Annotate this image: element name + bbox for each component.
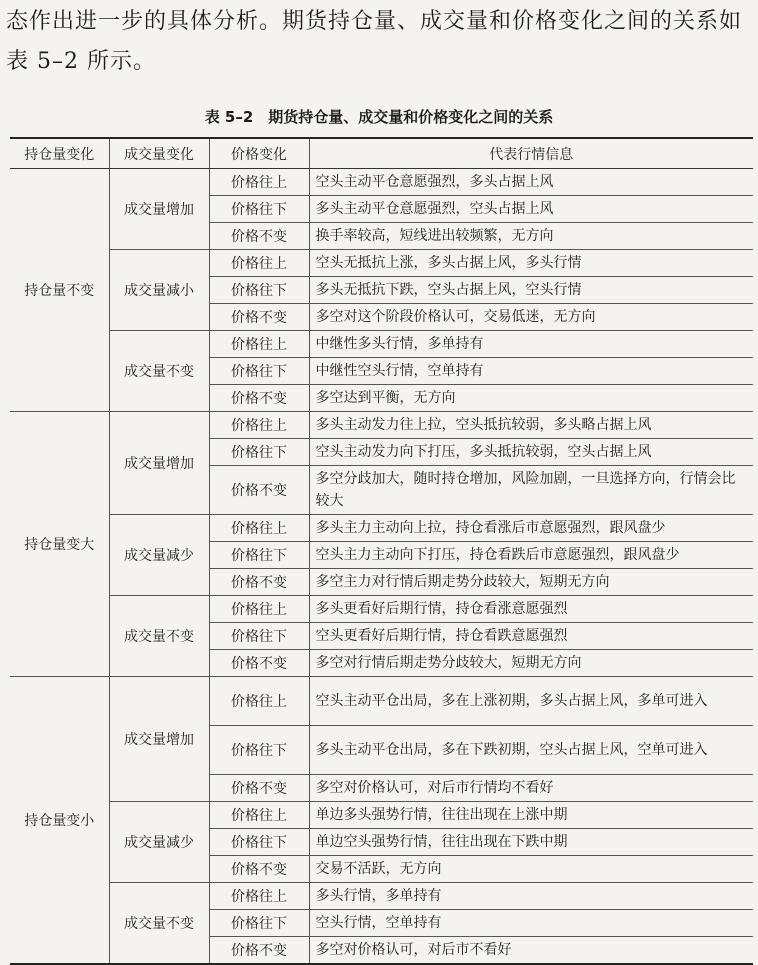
table-row: [10, 331, 753, 358]
table-row: [10, 802, 753, 829]
market-info-cell: 空头主力主动向下打压，持仓看跌后市意愿强烈，跟风盘少: [309, 542, 753, 569]
price-change-cell: 价格往上: [209, 802, 309, 829]
table-row: [10, 883, 753, 910]
market-info-cell: 中继性空头行情，空单持有: [309, 358, 753, 385]
market-info-cell: 多空对行情后期走势分歧较大，短期无方向: [309, 650, 753, 677]
market-info-cell: 空头主动平仓意愿强烈，多头占据上风: [309, 169, 753, 196]
market-info-cell: 多空对价格认可，对后市不看好: [309, 937, 753, 965]
volume-change-cell: 成交量减少: [109, 802, 209, 883]
market-info-cell: 多头主动发力往上拉，空头抵抗较弱，多头略占据上风: [309, 412, 753, 439]
price-change-cell: 价格往下: [209, 196, 309, 223]
price-change-cell: 价格不变: [209, 223, 309, 250]
market-info-cell: 交易不活跃，无方向: [309, 856, 753, 883]
table-body: [10, 169, 753, 965]
price-change-cell: 价格不变: [209, 569, 309, 596]
table-header-row: [10, 138, 753, 169]
volume-change-cell: 成交量增加: [109, 412, 209, 515]
market-info-cell: 多空主力对行情后期走势分歧较大，短期无方向: [309, 569, 753, 596]
volume-change-cell: 成交量不变: [109, 883, 209, 965]
table-caption: 表 5–2 期货持仓量、成交量和价格变化之间的关系: [204, 108, 554, 126]
price-change-cell: 价格往下: [209, 358, 309, 385]
price-change-cell: 价格往下: [209, 623, 309, 650]
market-info-cell: 多空分歧加大，随时持仓增加，风险加剧，一旦选择方向，行情会比较大: [309, 466, 753, 515]
market-info-cell: 多空达到平衡，无方向: [309, 385, 753, 412]
price-change-cell: 价格往下: [209, 277, 309, 304]
intro-paragraph: 态作出进一步的具体分析。期货持仓量、成交量和价格变化之间的关系如表 5–2 所示。: [6, 9, 743, 74]
market-info-cell: 多空对价格认可，对后市行情均不看好: [309, 775, 753, 802]
table-row: [10, 412, 753, 439]
market-info-cell: 多空对这个阶段价格认可，交易低迷，无方向: [309, 304, 753, 331]
market-info-cell: 多头主动平仓意愿强烈，空头占据上风: [309, 196, 753, 223]
price-change-cell: 价格往下: [209, 829, 309, 856]
price-change-cell: 价格往下: [209, 910, 309, 937]
market-info-cell: 多头主动平仓出局，多在下跌初期，空头占据上风，空单可进入: [309, 726, 753, 775]
price-change-cell: 价格往上: [209, 515, 309, 542]
market-info-cell: 多头无抵抗下跌，空头占据上风，空头行情: [309, 277, 753, 304]
volume-change-cell: 成交量不变: [109, 596, 209, 677]
price-change-cell: 价格往下: [209, 542, 309, 569]
price-change-cell: 价格不变: [209, 856, 309, 883]
price-change-cell: 价格不变: [209, 385, 309, 412]
market-info-cell: 中继性多头行情，多单持有: [309, 331, 753, 358]
price-change-cell: 价格不变: [209, 937, 309, 965]
market-info-cell: 换手率较高，短线进出较频繁，无方向: [309, 223, 753, 250]
market-info-cell: 多头更看好后期行情，持仓看涨意愿强烈: [309, 596, 753, 623]
header-volume-change: 成交量变化: [109, 138, 209, 169]
market-info-cell: 空头主动平仓出局，多在上涨初期，多头占据上风，多单可进入: [309, 677, 753, 726]
volume-change-cell: 成交量减少: [109, 515, 209, 596]
table-row: [10, 515, 753, 542]
table-row: [10, 677, 753, 726]
relationship-table: [10, 137, 753, 965]
price-change-cell: 价格往上: [209, 596, 309, 623]
market-info-cell: 空头更看好后期行情，持仓看跌意愿强烈: [309, 623, 753, 650]
oi-change-cell: 持仓量变小: [10, 677, 109, 965]
market-info-cell: 空头主动发力向下打压，多头抵抗较弱，空头占据上风: [309, 439, 753, 466]
table-row: [10, 596, 753, 623]
price-change-cell: 价格不变: [209, 466, 309, 515]
price-change-cell: 价格往上: [209, 169, 309, 196]
header-oi-change: 持仓量变化: [10, 138, 109, 169]
volume-change-cell: 成交量不变: [109, 331, 209, 412]
header-market-info: 代表行情信息: [309, 138, 753, 169]
market-info-cell: 多头主力主动向上拉，持仓看涨后市意愿强烈，跟风盘少: [309, 515, 753, 542]
price-change-cell: 价格往上: [209, 883, 309, 910]
market-info-cell: 多头行情，多单持有: [309, 883, 753, 910]
price-change-cell: 价格往上: [209, 250, 309, 277]
volume-change-cell: 成交量增加: [109, 677, 209, 802]
price-change-cell: 价格往上: [209, 677, 309, 726]
price-change-cell: 价格不变: [209, 304, 309, 331]
price-change-cell: 价格往下: [209, 439, 309, 466]
price-change-cell: 价格不变: [209, 650, 309, 677]
market-info-cell: 空头行情，空单持有: [309, 910, 753, 937]
price-change-cell: 价格不变: [209, 775, 309, 802]
market-info-cell: 空头无抵抗上涨，多头占据上风，多头行情: [309, 250, 753, 277]
table-row: [10, 250, 753, 277]
volume-change-cell: 成交量减小: [109, 250, 209, 331]
header-price-change: 价格变化: [209, 138, 309, 169]
table-row: [10, 169, 753, 196]
price-change-cell: 价格往上: [209, 412, 309, 439]
market-info-cell: 单边多头强势行情，往往出现在上涨中期: [309, 802, 753, 829]
price-change-cell: 价格往下: [209, 726, 309, 775]
oi-change-cell: 持仓量不变: [10, 169, 109, 412]
price-change-cell: 价格往上: [209, 331, 309, 358]
oi-change-cell: 持仓量变大: [10, 412, 109, 677]
volume-change-cell: 成交量增加: [109, 169, 209, 250]
market-info-cell: 单边空头强势行情，往往出现在下跌中期: [309, 829, 753, 856]
